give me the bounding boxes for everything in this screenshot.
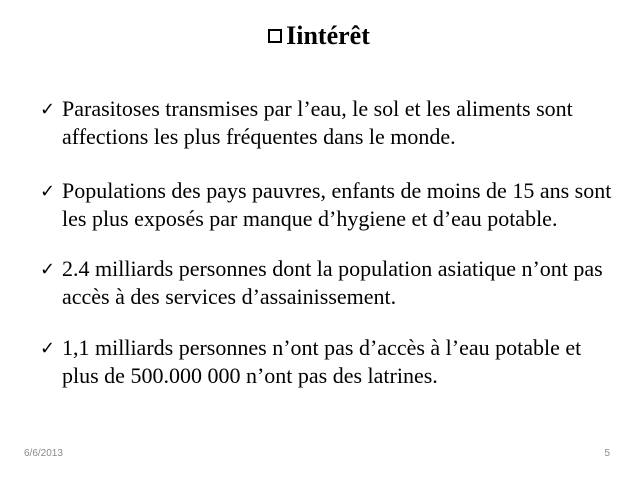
bullet-item (40, 255, 620, 311)
check-mark-icon: ✓ (40, 259, 56, 280)
bullet-item (40, 334, 620, 390)
check-mark-icon: ✓ (40, 99, 56, 120)
check-mark-icon: ✓ (40, 181, 56, 202)
slide-title-text: Iintérêt (286, 21, 370, 50)
page-number: 5 (604, 448, 610, 459)
bullet-list (40, 95, 620, 414)
bullet-item (40, 95, 620, 151)
bullet-text: 2.4 milliards personnes dont la population asiatique n’ont pas accès à des services d’assainissement. (62, 256, 603, 309)
bullet-text: Parasitoses transmises par l’eau, le sol et les aliments sont affections les plus fréquentes dans le monde. (62, 96, 573, 149)
check-mark-icon: ✓ (40, 338, 56, 359)
checkbox-square-icon (268, 29, 282, 43)
footer-date: 6/6/2013 (24, 448, 63, 459)
bullet-item (40, 177, 620, 233)
slide-title (0, 20, 638, 52)
bullet-text: 1,1 milliards personnes n’ont pas d’accès à l’eau potable et plus de 500.000 000 n’ont pas des latrines. (62, 335, 582, 388)
bullet-text: Populations des pays pauvres, enfants de moins de 15 ans sont les plus exposés par manque d’hygiene et d’eau potable. (62, 178, 612, 231)
